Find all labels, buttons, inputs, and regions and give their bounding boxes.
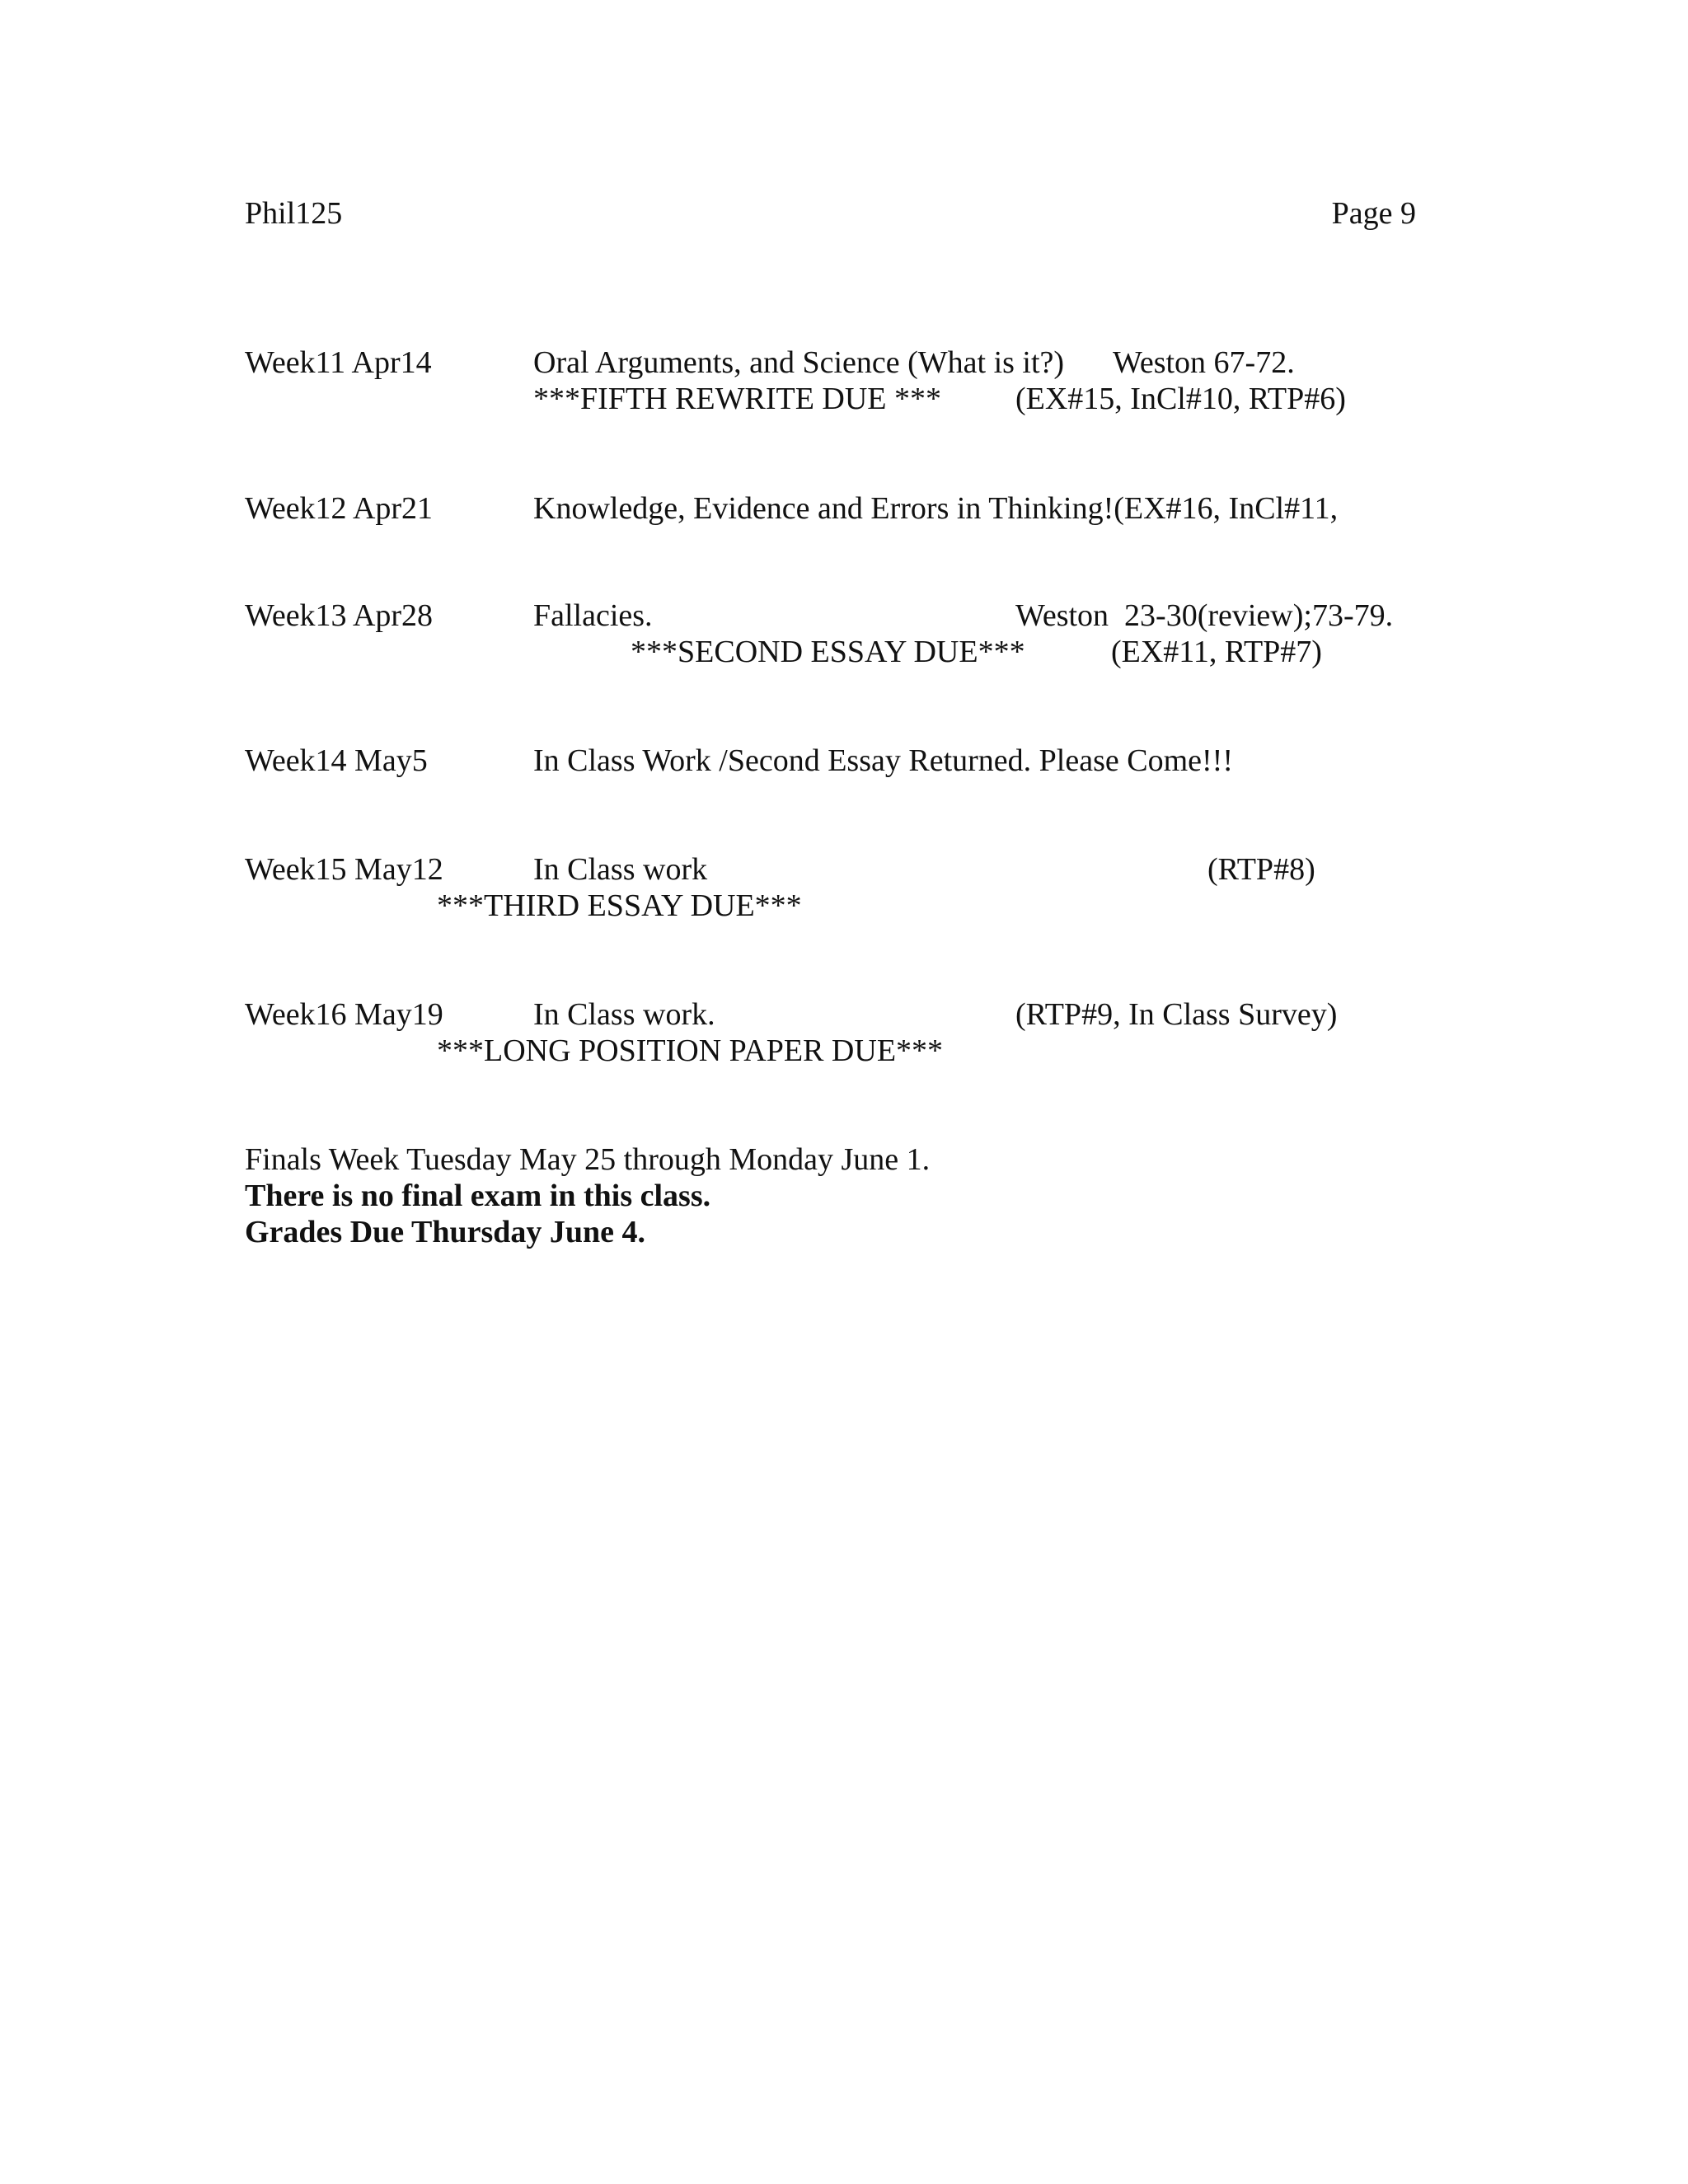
assignment-refs: (EX#15, InCl#10, RTP#6) bbox=[1015, 382, 1346, 416]
grades-due-notice: Grades Due Thursday June 4. bbox=[245, 1215, 646, 1249]
week-label: Week16 May19 bbox=[245, 997, 443, 1032]
week-label: Week14 May5 bbox=[245, 743, 428, 778]
due-notice: ***SECOND ESSAY DUE*** bbox=[631, 635, 1025, 669]
week-label: Week12 Apr21 bbox=[245, 491, 434, 526]
topic-text: Fallacies. bbox=[533, 598, 653, 633]
assignment-refs: (RTP#9, In Class Survey) bbox=[1015, 997, 1338, 1032]
course-title: Phil125 bbox=[245, 196, 343, 231]
week-label: Week11 Apr14 bbox=[245, 345, 432, 380]
topic-text: In Class work. bbox=[533, 997, 715, 1032]
due-notice: ***FIFTH REWRITE DUE *** bbox=[533, 382, 942, 416]
no-final-exam-notice: There is no final exam in this class. bbox=[245, 1179, 711, 1213]
week-label: Week13 Apr28 bbox=[245, 598, 434, 633]
due-notice: ***LONG POSITION PAPER DUE*** bbox=[437, 1033, 944, 1068]
due-notice: ***THIRD ESSAY DUE*** bbox=[437, 888, 802, 923]
assignment-refs: (RTP#8) bbox=[1207, 852, 1315, 887]
week-label: Week15 May12 bbox=[245, 852, 443, 887]
reading-text: Weston 67-72. bbox=[1113, 345, 1295, 380]
assignment-refs: (EX#11, RTP#7) bbox=[1111, 635, 1322, 669]
topic-text: In Class work bbox=[533, 852, 708, 887]
topic-text: In Class Work /Second Essay Returned. Please Come!!! bbox=[533, 743, 1233, 778]
page-number: Page 9 bbox=[1331, 196, 1416, 231]
topic-text: Oral Arguments, and Science (What is it?) bbox=[533, 345, 1065, 380]
finals-week-text: Finals Week Tuesday May 25 through Monday June 1. bbox=[245, 1142, 931, 1177]
reading-text: Weston 23-30(review);73-79. bbox=[1015, 598, 1394, 633]
topic-text: Knowledge, Evidence and Errors in Thinking!(EX#16, InCl#11, bbox=[533, 491, 1339, 526]
